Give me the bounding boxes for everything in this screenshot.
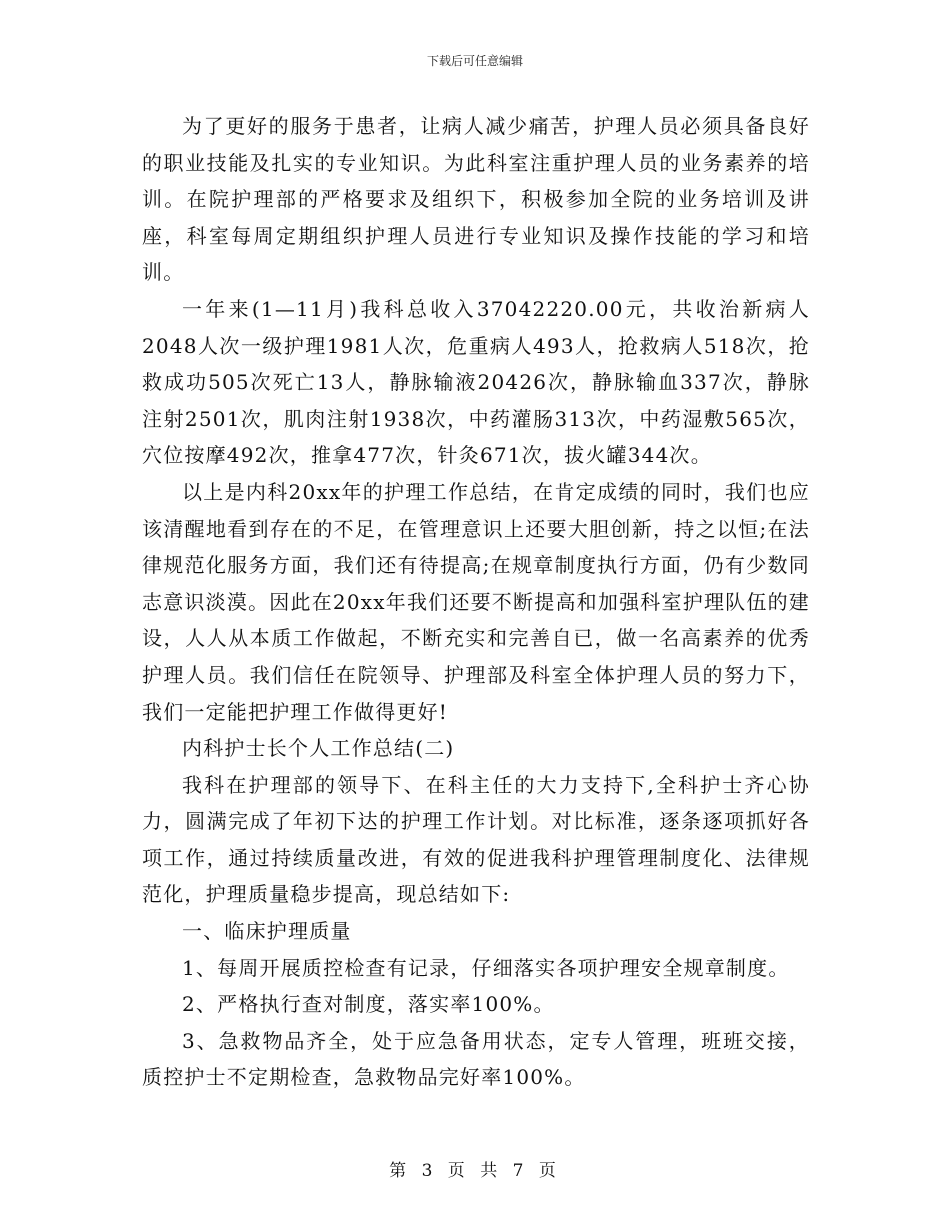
paragraph-intro: 我科在护理部的领导下、在科主任的大力支持下,全科护士齐心协力，圆满完成了年初下达的护理工作计划。对比标准，逐条逐项抓好各项工作，通过持续质量改进，有效的促进我科护理管理制度化、法律规范化，护理质量稳步提高，现总结如下: xyxy=(142,772,810,907)
subsection-heading: 一、临床护理质量 xyxy=(182,919,352,944)
list-item: 3、急救物品齐全，处于应急备用状态，定专人管理，班班交接，质控护士不定期检查，急救物品完好率100%。 xyxy=(142,1028,810,1090)
page-header: 下载后可任意编辑 xyxy=(426,54,523,68)
paragraph-training: 为了更好的服务于患者，让病人减少痛苦，护理人员必须具备良好的职业技能及扎实的专业知识。为此科室注重护理人员的业务素养的培训。在院护理部的严格要求及组织下，积极参加全院的业务培训及讲座，科室每周定期组织护理人员进行专业知识及操作技能的学习和培训。 xyxy=(142,114,810,285)
paragraph-summary: 以上是内科20xx年的护理工作总结，在肯定成绩的同时，我们也应该清醒地看到存在的不足，在管理意识上还要大胆创新，持之以恒;在法律规范化服务方面，我们还有待提高;在规章制度执行方面，仍有少数同志意识淡漠。因此在20xx年我们还要不断提高和加强科室护理队伍的建设，人人从本质工作做起，不断充实和完善自已，做一名高素养的优秀护理人员。我们信任在院领导、护理部及科室全体护理人员的努力下，我们一定能把护理工作做得更好! xyxy=(142,479,810,724)
section-title: 内科护士长个人工作总结(二) xyxy=(182,736,455,761)
paragraph-statistics: 一年来(1—11月)我科总收入37042220.00元，共收治新病人2048人次一级护理1981人次，危重病人493人，抢救病人518次，抢救成功505次死亡13人，静脉输液20426次，静脉输血337次，静脉注射2501次，肌肉注射1938次，中药灌肠313次，中药湿敷565次，穴位按摩492次，推拿477次，针灸671次，拔火罐344次。 xyxy=(142,296,810,468)
body-text xyxy=(142,108,810,1096)
list-item: 2、严格执行查对制度，落实率100%。 xyxy=(182,992,555,1017)
list-item: 1、每周开展质控检查有记录，仔细落实各项护理安全规章制度。 xyxy=(182,955,790,980)
page-number: 第 3 页 共 7 页 xyxy=(389,1161,561,1181)
